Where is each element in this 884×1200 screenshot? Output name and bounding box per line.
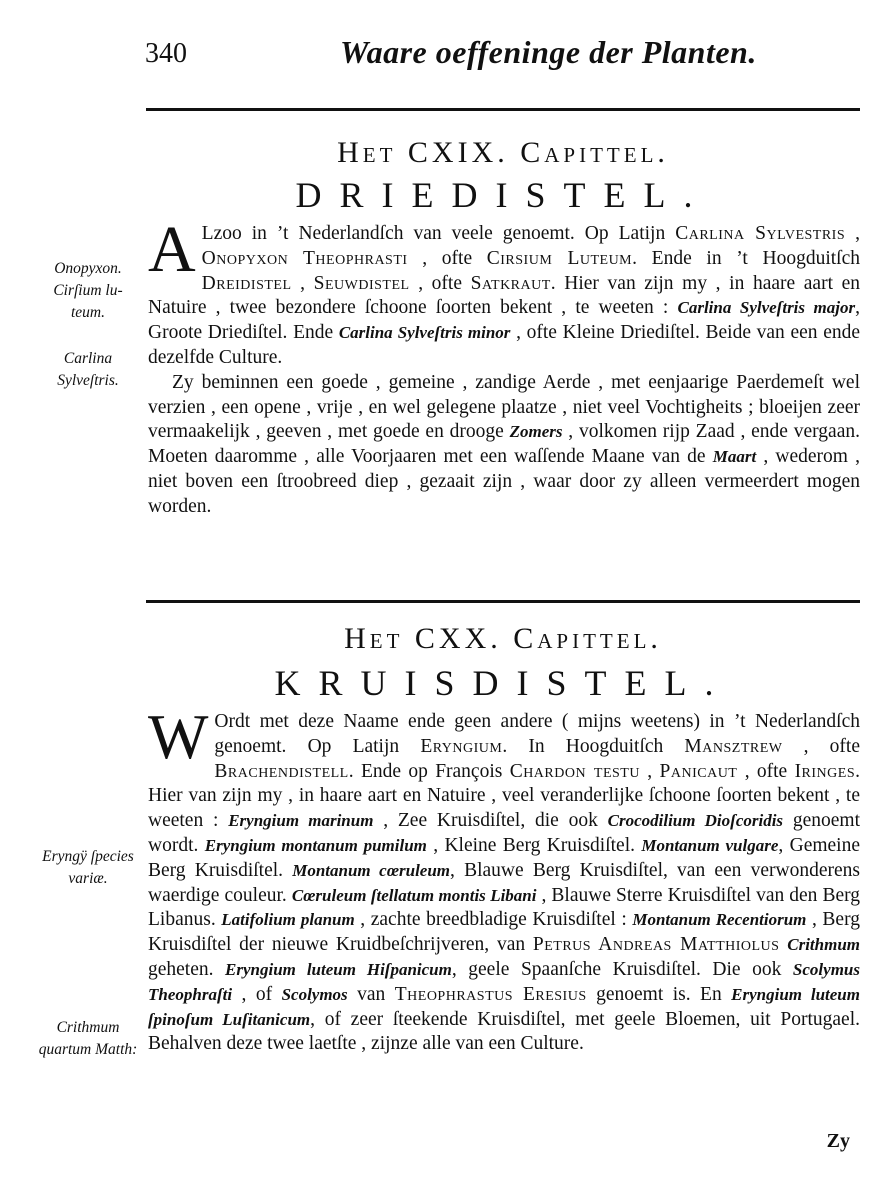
paragraph (148, 701, 861, 1057)
small-caps-name: Chardon testu (509, 760, 640, 782)
text-run: Lzoo in ’t Nederlandſch van veele genoemt. Op Latijn (201, 223, 676, 244)
text-run: . Hier van zijn my , in haare aart en Natuire , twee bezondere ſchoone ſoorten bekent , te weeten : (148, 272, 861, 319)
text-run: , geele Spaanſche Kruisdiſtel. Die ook (451, 958, 793, 980)
small-caps-name: Panicaut (659, 760, 738, 782)
small-caps-name: Cirsium Luteum (486, 247, 633, 269)
text-run: , ofte (407, 247, 487, 269)
margin-note: Carlina Sylveſtris. (57, 350, 119, 389)
text-run: . Ende op François (348, 760, 510, 782)
page-header (145, 32, 865, 76)
drop-cap: A (148, 213, 196, 286)
latin-term: Scolymos (281, 984, 348, 1004)
text-run: , (291, 272, 314, 294)
text-run: , ofte (782, 735, 860, 757)
text-run: , Kleine Berg Kruisdiſtel. (426, 834, 642, 856)
text-run: , of zeer ſteekende Kruisdiſtel, met geele Bloemen, uit Portugael. Behalven deze twee laetſte , zijnze alle van een Culture. (148, 1008, 860, 1055)
text-run: , Blauwe Sterre Kruisdiſtel van den Berg Libanus. (148, 884, 861, 931)
text-run: , ofte (737, 760, 795, 782)
text-run: , Blauwe Berg Kruisdiſtel, van een verwonderens waerdige couleur. (148, 859, 860, 906)
text-run: , Groote Driediſtel. Ende (148, 297, 860, 344)
text-run: , ofte (409, 272, 471, 294)
text-run: Zy beminnen een goede , gemeine , zandige Aerde , met eenjaarige Paerdemeſt wel verzien , een opene , vrije , en wel gelegene plaatze , niet veel Vochtigheits ; bloeijen zeer vermaakelijk , geeven , met goede en drooge (148, 371, 860, 443)
divider-rule (146, 108, 860, 111)
small-caps-name: Carlina Sylvestris (675, 223, 846, 244)
margin-note: Crithmum quartum Matth: (38, 1019, 138, 1058)
text-run: , Zee Kruisdiſtel, die ook (373, 810, 608, 832)
chapter-number: Het CXIX. Capittel. (337, 136, 669, 169)
chapter-title: DRIEDISTEL. (295, 175, 711, 215)
divider-rule (146, 600, 860, 603)
paragraph (148, 371, 860, 520)
text-run: , volkomen rijp Zaad , ende vergaan. Moeten daaromme , alle Voorjaaren met een waſſende Maane van de (148, 421, 860, 468)
chapter-body (148, 701, 861, 1057)
latin-term: Eryngium luteum Hiſpanicum (225, 959, 452, 979)
latin-term: Crithmum (787, 935, 860, 955)
latin-term: Zomers (509, 422, 563, 442)
latin-term: Montanum cœruleum (292, 860, 451, 880)
latin-term: Eryngium montanum pumilum (204, 835, 427, 855)
latin-term: Scolymus Theophraſti (148, 959, 860, 1004)
text-run: genoemt is. En (586, 983, 732, 1005)
small-caps-name: Mansztrew (684, 735, 783, 757)
latin-term: Montanum vulgare (641, 835, 779, 855)
text-run: , (639, 760, 660, 782)
text-run: genoemt wordt. (148, 810, 860, 856)
drop-cap: W (148, 701, 209, 772)
text-run: . Hier van zijn my , in haare aart en Natuire , veel veranderlijke ſchoone ſoorten bekent , te weeten : (148, 760, 860, 832)
small-caps-name: Theophrastus Eresius (394, 983, 587, 1005)
latin-term: Carlina Sylveſtris minor (338, 323, 511, 343)
text-run: , wederom , niet boven een ſtroobreed diep , gezaait zijn , waar door zy alleen vermeerdert mogen worden. (148, 446, 860, 517)
latin-term: Montanum Recentiorum (632, 910, 807, 930)
text-run: van (347, 983, 395, 1005)
margin-note: Onopyxon. Cirſium lu-teum. (53, 260, 123, 321)
text-run: , ofte Kleine Driediſtel. Beide van een ende dezelfde Culture. (148, 322, 860, 368)
catchword: Zy (826, 1130, 850, 1152)
text-run: , (845, 223, 860, 244)
small-caps-name: Eryngium (420, 735, 503, 757)
latin-term: Eryngium marinum (228, 811, 374, 831)
chapter-title: KRUISDISTEL. (274, 663, 732, 703)
small-caps-name: Satkraut (470, 272, 551, 294)
text-run: . Ende in ’t Hoogduitſch (632, 247, 860, 269)
running-title: Waare oeffeninge der Planten. (340, 34, 757, 70)
text-run: , zachte breedbladige Kruisdiſtel : (354, 909, 633, 931)
text-run: Ordt met deze Naame ende geen andere ( mijns weetens) in ’t Nederlandſch genoemt. Op Latijn (214, 711, 860, 757)
latin-term: Latifolium planum (221, 910, 355, 930)
small-caps-name: Iringes (794, 760, 856, 782)
text-run: , Berg Kruisdiſtel der nieuwe Kruidbeſchrijveren, van (148, 909, 860, 956)
paragraph (148, 213, 861, 371)
latin-term: Carlina Sylveſtris major (677, 298, 856, 318)
latin-term: Maart (712, 447, 757, 467)
latin-term: Crocodilium Dioſcoridis (607, 811, 784, 831)
small-caps-name: Seuwdistel (313, 272, 410, 294)
text-run: , of (232, 983, 282, 1005)
text-run: geheten. (148, 958, 226, 980)
small-caps-name: Petrus Andreas Matthiolus (532, 934, 780, 956)
page-number: 340 (145, 38, 187, 69)
margin-note: Eryngÿ ſpecies variæ. (42, 848, 134, 887)
text-run: . In Hoogduitſch (502, 735, 685, 757)
small-caps-name: Onopyxon Theophrasti (201, 247, 408, 269)
small-caps-name: Brachendistell (214, 760, 349, 782)
latin-term: Eryngium luteum ſpinoſum Luſitanicum (148, 984, 860, 1029)
chapter-number: Het CXX. Capittel. (344, 622, 662, 655)
latin-term: Cœruleum ſtellatum montis Libani (291, 885, 537, 905)
text-run: , Gemeine Berg Kruisdiſtel. (148, 834, 860, 881)
chapter-body (148, 213, 861, 520)
small-caps-name: Dreidistel (201, 272, 292, 294)
